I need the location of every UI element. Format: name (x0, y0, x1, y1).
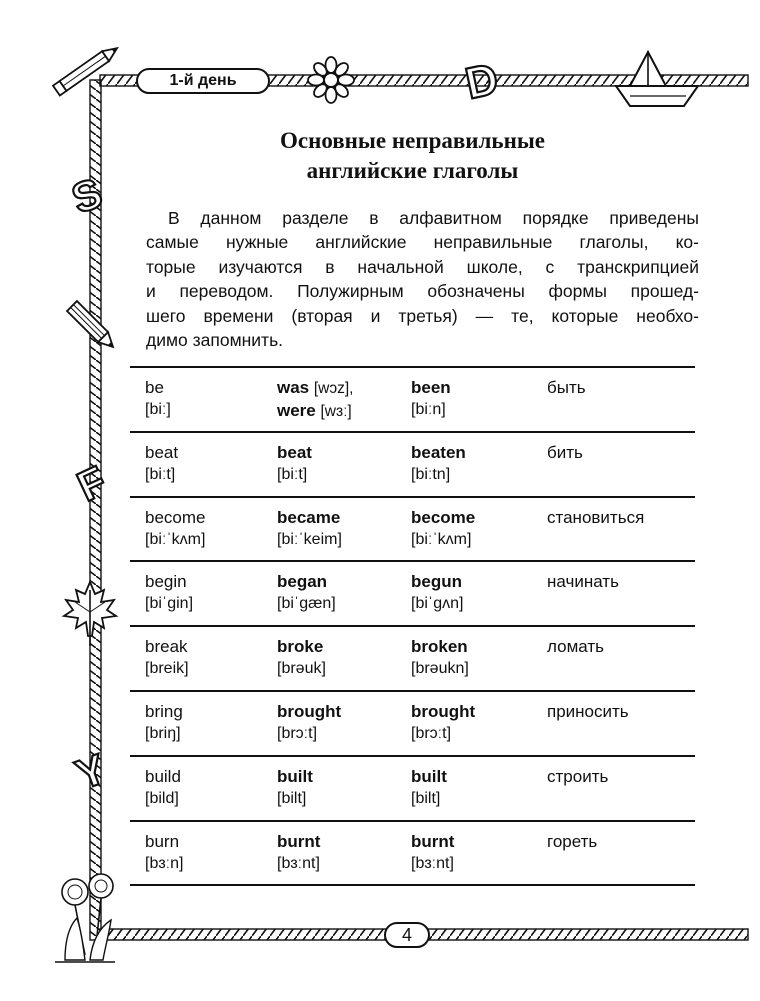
base-transcription: [biˈgin] (145, 595, 194, 613)
translation-cell: быть (547, 378, 586, 397)
base-form-cell (145, 636, 189, 680)
past-transcription: [bilt] (277, 789, 307, 807)
base-form: build (145, 766, 181, 786)
base-form-cell (145, 377, 171, 421)
base-form: bring (145, 701, 183, 721)
past-participle-transcription: [brəukn] (411, 660, 469, 678)
flower-icon (308, 57, 354, 103)
dandelion-icon (55, 874, 115, 962)
base-form-cell (145, 571, 193, 615)
past-participle: been (411, 378, 451, 397)
past-participle-cell (411, 377, 451, 421)
past-participle-transcription: [bilt] (411, 789, 441, 807)
past-participle-cell (411, 442, 466, 486)
translation-cell: становиться (547, 507, 645, 527)
translation-cell: гореть (547, 831, 598, 851)
base-form: begin (145, 572, 187, 592)
table-row (130, 690, 695, 755)
past-participle-cell (411, 571, 463, 615)
past-transcription: [wɔz], (313, 380, 354, 397)
past-form: was (277, 378, 310, 397)
translation-cell: ломать (547, 637, 604, 657)
past-participle-cell (411, 766, 447, 810)
past-participle-transcription: [biˈgʌn] (411, 595, 464, 613)
svg-text:D: D (461, 54, 503, 109)
base-transcription: [biː] (145, 401, 171, 418)
table-row (130, 625, 695, 690)
past-form: became (277, 507, 341, 527)
past-form: broke (277, 637, 324, 657)
title-line: Основные неправильные (279, 128, 546, 153)
table-row (130, 560, 695, 625)
table-row (130, 820, 695, 886)
past-participle-transcription: [biːn] (411, 401, 446, 418)
base-form-cell (145, 766, 181, 810)
page-number: 4 (384, 922, 430, 948)
intro-line: В данном разделе в алфавитном порядке приведены (168, 208, 699, 228)
svg-text:S: S (65, 168, 109, 223)
irregular-verbs-table (130, 366, 695, 886)
base-form: break (145, 637, 188, 657)
past-form-alt: were (277, 401, 316, 420)
base-form: be (145, 378, 164, 397)
past-form-cell (277, 377, 354, 423)
table-row (130, 366, 695, 431)
base-transcription: [briŋ] (145, 724, 181, 742)
past-form: beat (277, 442, 312, 462)
translation-cell: бить (547, 442, 583, 462)
past-participle: beaten (411, 442, 466, 462)
past-participle-cell (411, 636, 469, 680)
past-participle-cell (411, 831, 454, 875)
svg-text:Y: Y (69, 744, 113, 799)
past-transcription: [biːˈkeim] (277, 530, 342, 548)
translation-cell: строить (547, 766, 609, 786)
base-transcription: [bɜːn] (145, 854, 184, 872)
base-transcription: [biːˈkʌm] (145, 530, 206, 548)
base-form-cell (145, 831, 183, 875)
past-form: brought (277, 701, 342, 721)
past-participle-transcription: [brɔːt] (411, 724, 452, 742)
table-row (130, 755, 695, 820)
letter-f-icon (70, 457, 113, 510)
svg-text:F: F (70, 456, 114, 511)
past-participle: built (411, 766, 447, 786)
past-transcription: [bɜːnt] (277, 854, 320, 872)
intro-line: самые нужные английские неправильные глаголы, ко- (146, 232, 699, 253)
past-form-cell (277, 831, 320, 875)
past-participle-transcription: [biːˈkʌm] (411, 530, 472, 548)
past-form-cell (277, 701, 341, 745)
past-participle-transcription: [bɜːnt] (411, 854, 454, 872)
intro-line: и переводом. Полужирным обозначены формы прошед- (146, 281, 699, 302)
past-form-cell (277, 442, 312, 486)
past-participle: brought (411, 701, 476, 721)
letter-d-icon (461, 54, 502, 109)
past-participle-cell (411, 701, 475, 745)
page-title (130, 126, 695, 186)
past-participle: become (411, 507, 476, 527)
past-participle: broken (411, 637, 468, 657)
translation-cell: приносить (547, 701, 629, 721)
base-form-cell (145, 701, 183, 745)
past-transcription: [brəuk] (277, 660, 326, 678)
base-form: become (145, 507, 206, 527)
past-form-cell (277, 636, 326, 680)
past-form-cell (277, 507, 342, 551)
table-row (130, 496, 695, 561)
past-participle: burnt (411, 831, 455, 851)
intro-line: торые изучаются в начальной школе, с транскрипцией (146, 256, 699, 277)
day-badge: 1-й день (136, 68, 270, 94)
title-line: английские глаголы (306, 158, 519, 183)
pencil-icon (53, 43, 121, 95)
past-form: began (277, 572, 328, 592)
past-transcription: [biˈgæn] (277, 595, 336, 613)
table-row (130, 431, 695, 496)
past-transcription: [biːt] (277, 465, 308, 483)
translation-cell: начинать (547, 572, 619, 592)
base-transcription: [bild] (145, 789, 179, 807)
past-participle-cell (411, 507, 475, 551)
past-form: built (277, 766, 313, 786)
base-form: burn (145, 831, 180, 851)
base-form-cell (145, 507, 205, 551)
past-form-cell (277, 766, 313, 810)
past-alt-transcription: [wɜː] (320, 403, 352, 420)
intro-line: шего времени (вторая и третья) — те, которые необхо- (146, 305, 699, 326)
base-transcription: [biːt] (145, 465, 176, 483)
intro-paragraph (146, 206, 699, 352)
intro-line: димо запомнить. (146, 330, 284, 351)
past-form-cell (277, 571, 336, 615)
past-participle-transcription: [biːtn] (411, 465, 451, 483)
base-form: beat (145, 442, 179, 462)
base-transcription: [breik] (145, 660, 189, 678)
maple-leaf-icon (64, 582, 116, 646)
past-participle: begun (411, 572, 462, 592)
past-form: burnt (277, 831, 321, 851)
letter-y-icon (70, 745, 112, 799)
base-form-cell (145, 442, 178, 486)
past-transcription: [brɔːt] (277, 724, 318, 742)
